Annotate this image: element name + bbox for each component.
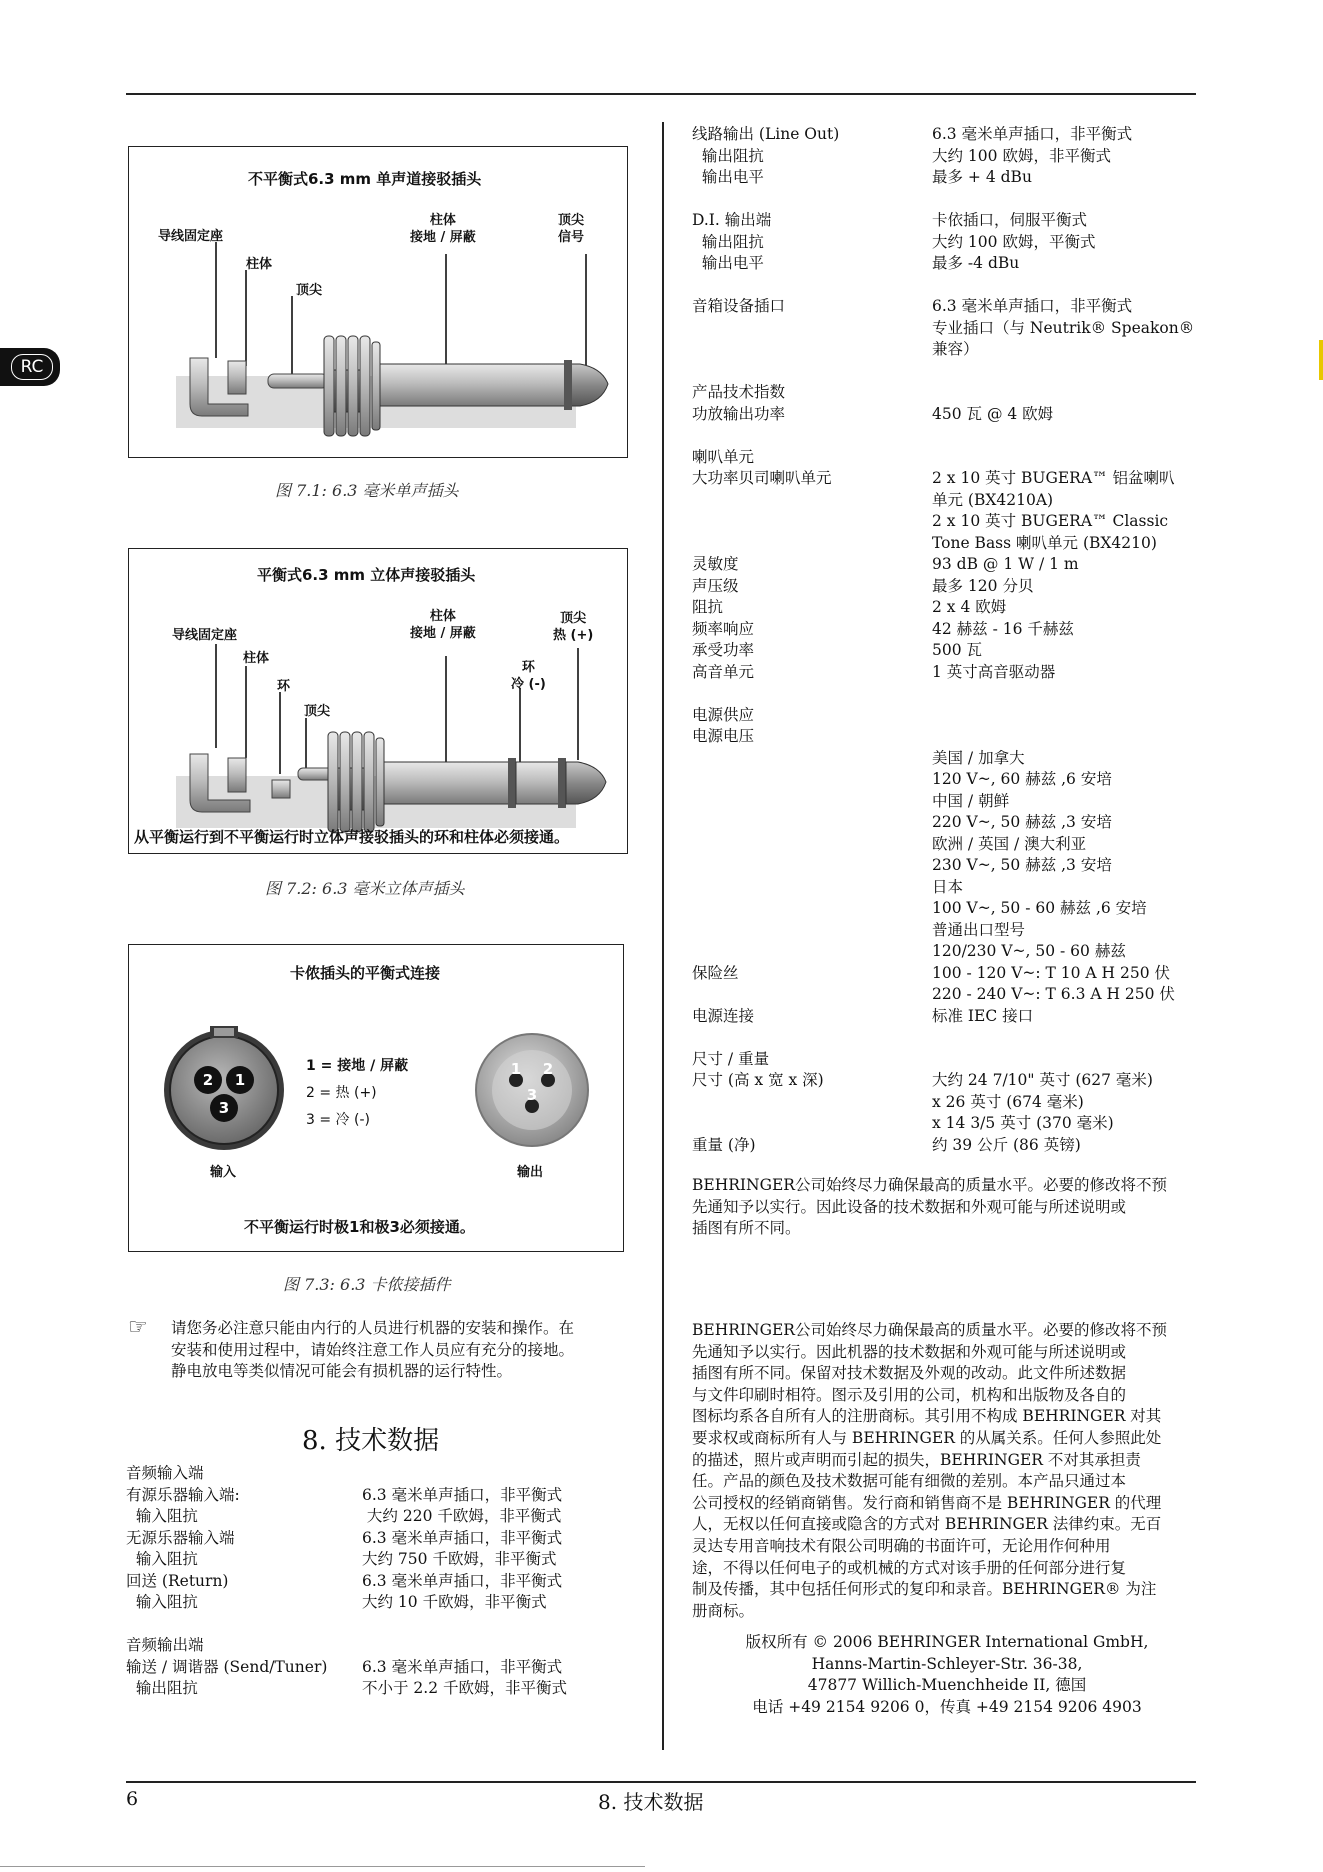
spec-label: 承受功率: [692, 641, 755, 659]
fig3-pin2-legend: 2 = 热 (+): [306, 1085, 377, 1101]
text-line: 制及传播，其中包括任何形式的复印和录音。BEHRINGER® 为注: [692, 1580, 1157, 1599]
text-line: 先通知予以实行。因此设备的技术数据和外观可能与所述说明或: [692, 1197, 1127, 1216]
fig1-title: 不平衡式6.3 mm 单声道接驳插头: [248, 170, 482, 188]
spec-label: 输出阻抗: [692, 232, 764, 251]
spec-label: 输入阻抗: [126, 1507, 198, 1525]
spec-label: 输出电平: [692, 254, 764, 272]
spec-value: 大约 100 欧姆，平衡式: [932, 232, 1096, 251]
spec-label: 尺寸 / 重量: [692, 1049, 770, 1068]
text-line: 要求权或商标所有人与 BEHRINGER 的从属关系。任何人参照此处: [692, 1428, 1162, 1447]
spec-label: 保险丝: [692, 963, 739, 982]
spec-value: 欧洲 / 英国 / 澳大利亚: [932, 834, 1087, 853]
fig3-pin1-legend: 1 = 接地 / 屏蔽: [306, 1058, 409, 1074]
spec-value: 不小于 2.2 千欧姆，非平衡式: [362, 1679, 568, 1697]
text-line: 公司授权的经销商销售。发行商和销售商不是 BEHRINGER 的代理: [692, 1493, 1162, 1512]
text-line: 册商标。: [692, 1601, 755, 1620]
text-line: 47877 Willich-Muenchheide II, 德国: [807, 1676, 1087, 1695]
fig2-stereo-plug-drawing: [128, 548, 626, 852]
spec-value: 最多 -4 dBu: [932, 254, 1020, 272]
spec-value: 1 英寸高音驱动器: [932, 662, 1056, 681]
fig2-label-sleeve-ground-l1: 柱体: [429, 609, 456, 624]
spec-value: 500 瓦: [932, 641, 983, 659]
spec-value: 大约 10 千欧姆，非平衡式: [362, 1593, 547, 1611]
spec-label: 电源供应: [692, 705, 755, 724]
spec-label: 音箱设备插口: [692, 297, 786, 315]
spec-label: D.I. 输出端: [692, 211, 772, 229]
spec-label: 输入阻抗: [126, 1593, 198, 1611]
fig2-note: 从平衡运行到不平衡运行时立体声接驳插头的环和柱体必须接通。: [134, 828, 570, 846]
spec-value: 大约 100 欧姆，非平衡式: [932, 146, 1111, 165]
right-edge-mark: [1319, 340, 1323, 380]
spec-label: 音频输出端: [126, 1636, 204, 1654]
spec-label: 大功率贝司喇叭单元: [692, 469, 832, 487]
column-divider: [662, 122, 664, 1750]
spec-label: 尺寸 (高 x 宽 x 深): [692, 1071, 824, 1089]
spec-value: 42 赫兹 - 16 千赫兹: [932, 619, 1074, 638]
fig3-out-pin-1: 1: [510, 1060, 522, 1078]
legal-text: [692, 1320, 1202, 1622]
fig2-label-ring-cold-l2: 冷 (-): [511, 677, 546, 692]
fig1-label-tip-signal-l2: 信号: [558, 230, 585, 245]
fig2-label-ring-cold-l1: 环: [521, 660, 535, 675]
copyright-block: [692, 1632, 1202, 1718]
text-line: Hanns-Martin-Schleyer-Str. 36-38,: [811, 1654, 1083, 1673]
fig3-input-label: 输入: [210, 1165, 237, 1180]
text-line: 灵达专用音响技术有限公司明确的书面许可，无论用作何种用: [692, 1536, 1111, 1555]
fig1-label-sleeve-mount: 导线固定座: [158, 229, 224, 244]
spec-label: 输出电平: [692, 168, 764, 186]
fig2-label-sleeve: 柱体: [243, 651, 270, 666]
fig2-title: 平衡式6.3 mm 立体声接驳插头: [257, 566, 476, 584]
section-title: 8. 技术数据: [302, 1426, 440, 1456]
spec-value: 6.3 毫米单声插口，非平衡式: [932, 297, 1133, 315]
text-line: BEHRINGER公司始终尽力确保最高的质量水平。必要的修改将不预: [692, 1176, 1167, 1194]
fig2-label-tip: 顶尖: [304, 704, 331, 719]
fig1-label-sleeve: 柱体: [246, 257, 273, 272]
spec-value: 约 39 公斤 (86 英镑): [932, 1135, 1081, 1154]
quality-note: [692, 1175, 1202, 1240]
spec-value: 220 - 240 V~: T 6.3 A H 250 伏: [932, 985, 1175, 1003]
fig3-note: 不平衡运行时极1和极3必须接通。: [244, 1218, 475, 1236]
spec-value: 120/230 V~, 50 - 60 赫兹: [932, 942, 1126, 960]
spec-value: x 14 3/5 英寸 (370 毫米): [932, 1114, 1114, 1132]
spec-label: 输入阻抗: [126, 1550, 198, 1568]
footer-page-number: 6: [126, 1788, 139, 1810]
spec-label: 电源电压: [692, 727, 755, 745]
fig1-label-tip: 顶尖: [296, 283, 323, 298]
notice-text: [171, 1318, 631, 1383]
text-line: 任。产品的颜色及技术数据可能有细微的差别。本产品只通过本: [692, 1472, 1127, 1491]
spec-label: 输送 / 调谐器 (Send/Tuner): [126, 1657, 328, 1676]
fig2-caption: 图 7.2: 6.3 毫米立体声插头: [265, 879, 465, 898]
spec-value: 美国 / 加拿大: [932, 748, 1025, 767]
spec-value: 6.3 毫米单声插口，非平衡式: [362, 1485, 563, 1504]
fig3-pin3-legend: 3 = 冷 (-): [306, 1112, 370, 1128]
spec-label: 声压级: [692, 576, 739, 595]
top-rule: [126, 93, 1196, 95]
fig2-label-tip-hot-l2: 热 (+): [553, 628, 594, 643]
spec-value: 6.3 毫米单声插口，非平衡式: [932, 125, 1133, 143]
text-line: BEHRINGER公司始终尽力确保最高的质量水平。必要的修改将不预: [692, 1321, 1167, 1339]
text-line: 图标均系各自所有人的注册商标。其引用不构成 BEHRINGER 对其: [692, 1407, 1162, 1426]
fig2-label-sleeve-ground-l2: 接地 / 屏蔽: [410, 626, 476, 641]
fig1-mono-plug-drawing: [128, 146, 626, 456]
spec-label: 电源连接: [692, 1006, 755, 1025]
spec-value: 450 瓦 @ 4 欧姆: [932, 404, 1054, 423]
fig2-label-sleeve-mount: 导线固定座: [172, 628, 238, 643]
text-line: 插图有所不同。: [692, 1219, 801, 1238]
fig1-label-sleeve-ground-l1: 柱体: [429, 213, 456, 228]
spec-value: 最多 120 分贝: [932, 576, 1034, 595]
spec-value: 6.3 毫米单声插口，非平衡式: [362, 1528, 563, 1547]
spec-value: 中国 / 朝鲜: [932, 791, 1010, 810]
spec-value: Tone Bass 喇叭单元 (BX4210): [932, 533, 1157, 552]
pointing-hand-icon: ☞: [128, 1315, 148, 1340]
spec-label: 阻抗: [692, 598, 724, 616]
spec-value: 2 x 10 英寸 BUGERA™ Classic: [932, 512, 1169, 530]
spec-value: 100 V~, 50 - 60 赫兹 ,6 安培: [932, 899, 1147, 917]
fig3-caption: 图 7.3: 6.3 卡侬接插件: [283, 1275, 451, 1294]
spec-value: 单元 (BX4210A): [932, 490, 1054, 509]
spec-label: 有源乐器输入端:: [126, 1485, 240, 1504]
spec-value: 兼容）: [932, 340, 979, 358]
fig1-label-tip-signal-l1: 顶尖: [558, 213, 585, 228]
left-spec-table: [126, 1463, 646, 1703]
fig3-in-pin-1: 1: [234, 1071, 246, 1089]
spec-value: 最多 + 4 dBu: [932, 168, 1032, 186]
spec-label: 高音单元: [692, 662, 755, 681]
text-line: 人，无权以任何直接或隐含的方式对 BEHRINGER 法律约束。无百: [692, 1515, 1162, 1534]
spec-value: 大约 220 千欧姆，非平衡式: [362, 1507, 562, 1525]
spec-value: 2 x 4 欧姆: [932, 598, 1007, 616]
spec-label: 线路输出 (Line Out): [692, 125, 840, 143]
spec-value: 标准 IEC 接口: [932, 1006, 1034, 1025]
spec-label: 音频输入端: [126, 1464, 204, 1482]
spec-value: 大约 24 7/10" 英寸 (627 毫米): [932, 1071, 1153, 1089]
fig3-output-label: 输出: [517, 1165, 544, 1180]
spec-value: 220 V~, 50 赫兹 ,3 安培: [932, 813, 1112, 831]
fig3-in-pin-3: 3: [218, 1099, 230, 1117]
spec-label: 功放输出功率: [692, 404, 786, 423]
bottom-rule: [126, 1781, 1196, 1783]
spec-value: 专业插口（与 Neutrik® Speakon®: [932, 318, 1195, 337]
notice-line-2: 安装和使用过程中，请始终注意工作人员应有充分的接地。: [171, 1340, 575, 1359]
fig1-label-sleeve-ground-l2: 接地 / 屏蔽: [410, 230, 476, 245]
right-spec-table: [692, 124, 1195, 1164]
text-line: 先通知予以实行。因此机器的技术数据和外观可能与所述说明或: [692, 1342, 1127, 1361]
spec-label: 无源乐器输入端: [126, 1528, 235, 1547]
spec-value: 普通出口型号: [932, 920, 1026, 939]
fig2-label-ring: 环: [277, 679, 291, 694]
spec-label: 灵敏度: [692, 555, 739, 573]
spec-label: 重量 (净): [692, 1135, 756, 1154]
fig3-title: 卡侬插头的平衡式连接: [290, 964, 441, 982]
fig3-out-pin-3: 3: [526, 1086, 538, 1104]
spec-value: 卡依插口，伺服平衡式: [932, 211, 1088, 229]
text-line: 的描述，照片或声明而引起的损失，BEHRINGER 不对其承担责: [692, 1450, 1141, 1469]
side-tab-label: RC: [11, 354, 53, 380]
spec-value: 120 V~, 60 赫兹 ,6 安培: [932, 770, 1112, 788]
text-line: 插图有所不同。保留对技术数据及外观的改动。此文件所述数据: [692, 1364, 1127, 1383]
spec-value: 230 V~, 50 赫兹 ,3 安培: [932, 856, 1112, 874]
notice-line-3: 静电放电等类似情况可能会有损机器的运行特性。: [171, 1362, 513, 1381]
text-line: 途，不得以任何电子的或机械的方式对该手册的任何部分进行复: [692, 1558, 1127, 1577]
fig3-in-pin-2: 2: [202, 1071, 214, 1089]
text-line: 版权所有 © 2006 BEHRINGER International GmbH,: [745, 1633, 1149, 1651]
text-line: 与文件印刷时相符。图示及引用的公司，机构和出版物及各自的: [692, 1385, 1127, 1404]
footer-section-title: 8. 技术数据: [598, 1790, 704, 1814]
spec-label: 输出阻抗: [692, 146, 764, 165]
spec-value: 6.3 毫米单声插口，非平衡式: [362, 1657, 563, 1676]
spec-value: 6.3 毫米单声插口，非平衡式: [362, 1571, 563, 1590]
footer-scan-line: [0, 1866, 645, 1867]
spec-label: 喇叭单元: [692, 447, 755, 466]
fig1-caption: 图 7.1: 6.3 毫米单声插头: [275, 481, 459, 500]
spec-label: 产品技术指数: [692, 383, 786, 401]
spec-value: 100 - 120 V~: T 10 A H 250 伏: [932, 963, 1171, 982]
fig3-out-pin-2: 2: [542, 1060, 554, 1078]
spec-label: 频率响应: [692, 619, 755, 638]
spec-value: 93 dB @ 1 W / 1 m: [932, 555, 1079, 573]
fig2-label-tip-hot-l1: 顶尖: [560, 611, 587, 626]
spec-value: 2 x 10 英寸 BUGERA™ 铝盆喇叭: [932, 469, 1175, 487]
notice-line-1: 请您务必注意只能由内行的人员进行机器的安装和操作。在: [171, 1319, 575, 1337]
spec-value: x 26 英寸 (674 毫米): [932, 1092, 1084, 1111]
spec-label: 输出阻抗: [126, 1679, 198, 1697]
text-line: 电话 +49 2154 9206 0，传真 +49 2154 9206 4903: [752, 1697, 1142, 1716]
spec-value: 大约 750 千欧姆，非平衡式: [362, 1550, 557, 1568]
spec-value: 日本: [932, 877, 964, 896]
spec-label: 回送 (Return): [126, 1571, 229, 1590]
